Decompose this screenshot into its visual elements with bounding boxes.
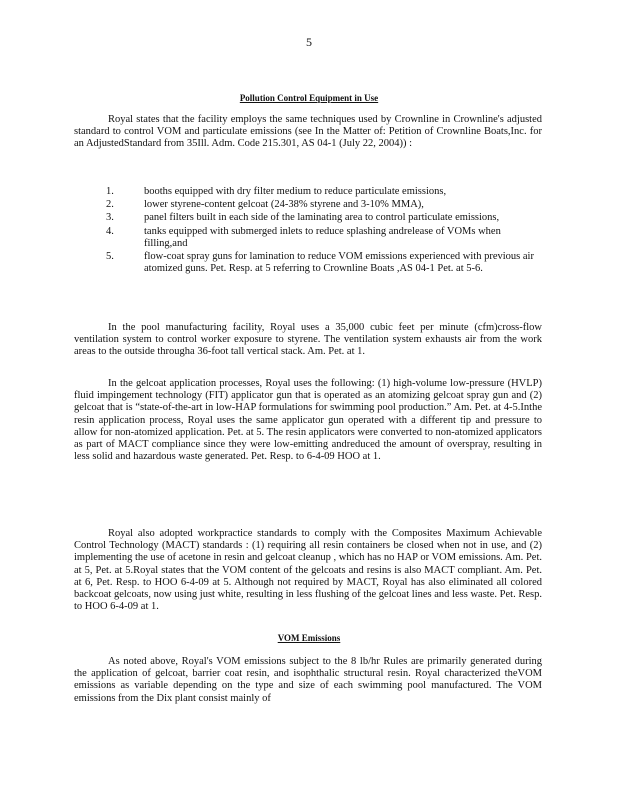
paragraph-3 <box>74 378 542 463</box>
section-heading-vom-emissions: VOM Emissions <box>277 633 341 643</box>
list-item <box>106 251 542 275</box>
list-item <box>106 186 542 198</box>
paragraph-4 <box>74 528 542 613</box>
list-item-text: lower styrene-content gelcoat (24-38% styrene and 3-10% MMA), <box>144 199 424 211</box>
control-techniques-list <box>106 186 542 276</box>
paragraph-2 <box>74 322 542 359</box>
list-item <box>106 212 542 224</box>
list-item-text: panel filters built in each side of the laminating area to control particulate emissions, <box>144 212 500 224</box>
paragraph-3-text: In the gelcoat application processes, Royal uses the following: (1) high-volume low-pressure (HVLP) fluid impingement technology (FIT) applicator gun that is operated as an atomizing gelcoat spray gun and (2) gelcoat that is “state-of-the-art in low-HAP formulations for swimming pool production.” Am. Pet. at 4-5.Inthe resin application process, Royal uses the same applicator gun operated with a different tip and pressure to allow for non-atomized application. Pet. at 5. The resin applicators were converted to non-atomized applicators as part of MACT compliance since they were low-emitting andreduced the amount of overspray, resulting in less solid and hazardous waste generated. Pet. Resp. to 6-4-09 HOO at 1. <box>74 378 542 463</box>
paragraph-5 <box>74 656 542 705</box>
list-item <box>106 226 542 250</box>
paragraph-1 <box>74 114 542 151</box>
paragraph-2-text: In the pool manufacturing facility, Royal uses a 35,000 cubic feet per minute (cfm)cross-flow ventilation system to control worker exposure to styrene. The ventilation system exhausts air from the work areas to the outside througha 36-foot tall vertical stack. Am. Pet. at 1. <box>74 322 542 358</box>
paragraph-4-text: Royal also adopted workpractice standards to comply with the Composites Maximum Achievable Control Technology (MACT) standards : (1) requiring all resin containers be closed when not in use, and (2) implementing the use of acetone in resin and gelcoat cleanup , which has no HAP or VOM emissions. Am. Pet. at 5, Pet. at 5.Royal states that the VOM content of the gelcoats and resins is also MACT compliant. Am. Pet. at 6, Pet. Resp. to HOO 6-4-09 at 5. Although not required by MACT, Royal has also eliminated all colored backcoat gelcoats, now using just white, resulting in less flushing of the gelcoat lines and less waste. Pet. Resp. to HOO 6-4-09 at 1. <box>74 528 542 613</box>
list-item <box>106 199 542 211</box>
page-number: 5 <box>306 35 312 49</box>
list-item-number: 4. <box>106 225 114 237</box>
list-item-number: 3. <box>106 212 114 224</box>
list-item-number: 1. <box>106 186 114 197</box>
list-item-number: 5. <box>106 251 114 263</box>
paragraph-1-text: Royal states that the facility employs the same techniques used by Crownline in Crownline's adjusted standard to control VOM and particulate emissions (see In the Matter of: Petition of Crownline Boats,Inc. for an AdjustedStandard from 35Ill. Adm. Code 215.301, AS 04-1 (July 22, 2004)) : <box>74 114 542 150</box>
paragraph-5-text: As noted above, Royal's VOM emissions subject to the 8 lb/hr Rules are primarily generated during the application of gelcoat, barrier coat resin, and isophthalic structural resin. Royal characterized theVOM emissions as variable depending on the type and size of each swimming pool manufactured. The VOM emissions from the Dix plant consist mainly of <box>74 656 542 704</box>
list-item-text: tanks equipped with submerged inlets to reduce splashing andrelease of VOMs when filling,and <box>144 225 501 249</box>
list-item-text: flow-coat spray guns for lamination to reduce VOM emissions experienced with previous air atomized guns. Pet. Resp. at 5 referring to Crownline Boats ,AS 04-1 Pet. at 5-6. <box>144 251 534 275</box>
list-item-number: 2. <box>106 199 114 211</box>
section-heading-pollution-control: Pollution Control Equipment in Use <box>239 93 379 103</box>
list-item-text: booths equipped with dry filter medium to reduce particulate emissions, <box>144 186 447 197</box>
